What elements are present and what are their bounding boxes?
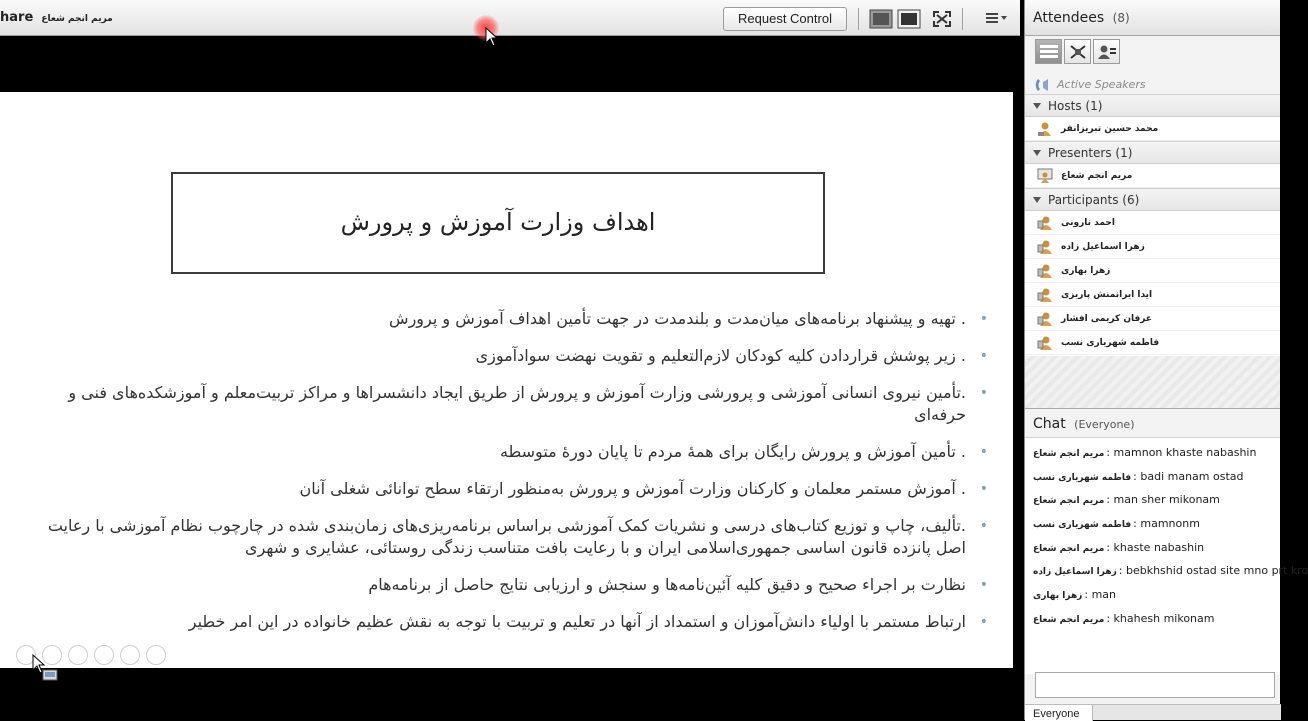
host-user-icon — [1037, 121, 1053, 137]
toolbar-separator — [962, 8, 963, 30]
slide-bullet: • . آموزش مستمر معلمان و کارکنان وزارت آموزش و پرورش به‌منظور ارتقاء سطح توانائی شغلی آنان — [26, 478, 980, 500]
participants-group-header[interactable] — [1025, 188, 1280, 211]
shared-slide — [0, 92, 1013, 668]
attendee-name: احمد نارونی — [1061, 217, 1115, 228]
slide-title-box — [171, 172, 825, 274]
active-speaker-icon — [1035, 78, 1051, 92]
attendee-list-empty-area — [1025, 356, 1280, 408]
collapse-triangle-icon — [1033, 150, 1041, 156]
slide-bullet: • ارتباط مستمر با اولیاء دانش‌آموزان و استمداد از آنها در تعلیم و تربیت با توجه به نقش عظیم خانواده در این امر خطیر — [26, 611, 980, 633]
attendee-row[interactable] — [1025, 117, 1280, 141]
fit-width-view-icon[interactable] — [869, 9, 893, 29]
request-control-button[interactable]: Request Control — [723, 7, 847, 31]
chat-message: فاطمه شهریاری نسب : mamnonm — [1033, 517, 1200, 531]
attendee-row[interactable] — [1025, 307, 1280, 331]
group-label: Presenters (1) — [1048, 146, 1133, 160]
presenter-user-icon — [1037, 168, 1053, 184]
chat-input[interactable] — [1035, 672, 1275, 698]
chat-text: mamnon khaste nabashin — [1113, 446, 1257, 459]
toolbar-separator — [858, 8, 859, 30]
presenters-group-header[interactable] — [1025, 141, 1280, 164]
attendee-name: زهرا اسماعیل زاده — [1061, 241, 1145, 252]
participant-user-icon — [1037, 311, 1053, 327]
list-view-button[interactable] — [1035, 39, 1062, 64]
chat-message: زهرا اسماعیل زاده : bebkhshid ostad site mno prt kro — [1033, 564, 1308, 578]
chat-pod-header — [1025, 408, 1280, 438]
chat-text: khaste nabashin — [1113, 540, 1205, 554]
slide-control-button[interactable] — [68, 645, 88, 665]
attendee-row[interactable] — [1025, 331, 1280, 355]
attendee-name: زهرا بهاری — [1061, 265, 1111, 276]
chat-messages — [1025, 438, 1308, 674]
chat-message: مریم انجم شعاع : mamnon khaste nabashin — [1033, 446, 1257, 459]
fullscreen-icon[interactable] — [930, 9, 954, 29]
slide-control-button[interactable] — [120, 645, 140, 665]
pod-menu-icon[interactable] — [986, 11, 1008, 25]
list-view-icon — [1040, 45, 1058, 59]
participant-user-icon — [1037, 335, 1053, 351]
attendee-name: مریم انجم شعاع — [1061, 170, 1133, 181]
chat-sender: مریم انجم شعاع — [1033, 496, 1105, 507]
user-status-icon — [1098, 44, 1116, 60]
chat-sender: فاطمه شهریاری نسب — [1033, 472, 1132, 483]
chat-tab-bar — [1025, 704, 1281, 720]
slide-bullet-list — [26, 308, 980, 648]
chat-sender: مریم انجم شعاع — [1033, 449, 1105, 459]
presenter-cursor-icon — [32, 654, 60, 684]
collapse-triangle-icon — [1033, 103, 1041, 109]
chat-sender: فاطمه شهریاری نسب — [1033, 520, 1132, 531]
attendee-row[interactable] — [1025, 283, 1280, 307]
attendee-row[interactable] — [1025, 259, 1280, 283]
share-titlebar — [0, 0, 1020, 36]
grid-view-button[interactable] — [1064, 39, 1091, 64]
chat-text: mamnonm — [1140, 517, 1200, 531]
chat-text: khahesh mikonam — [1113, 611, 1215, 625]
group-label: Participants (6) — [1048, 193, 1140, 207]
chat-message: مریم انجم شعاع : khaste nabashin — [1033, 540, 1205, 554]
chat-scope: (Everyone) — [1074, 418, 1135, 431]
chat-text: badi manam ostad — [1140, 469, 1244, 483]
right-column — [1024, 0, 1308, 720]
chat-text: bebkhshid ostad site mno prt kro — [1125, 564, 1308, 578]
chat-sender: مریم انجم شعاع — [1033, 614, 1105, 625]
slide-bullet: • . زیر پوشش قراردادن کلیه کودکان لازم‌التعلیم و تقویت نهضت سوادآموزی — [26, 345, 980, 367]
grid-view-icon — [1069, 44, 1087, 60]
collapse-triangle-icon — [1033, 197, 1041, 203]
slide-title: اهداف وزارت آموزش و پرورش — [340, 208, 656, 236]
share-title-text: hare — [0, 10, 34, 25]
attendee-row[interactable] — [1025, 235, 1280, 259]
attendees-toolbar — [1025, 36, 1280, 70]
participant-user-icon — [1037, 239, 1053, 255]
user-status-button[interactable] — [1093, 39, 1120, 64]
slide-control-button[interactable] — [146, 645, 166, 665]
presenter-name: مریم انجم شعاع — [41, 14, 113, 24]
slide-bullet: • نظارت بر اجراء صحیح و دقیق کلیه آئین‌نامه‌ها و سنجش و ارزیابی نتایج حاصل از برنامه‌هام — [26, 574, 980, 596]
chat-message: مریم انجم شعاع : khahesh mikonam — [1033, 611, 1215, 625]
chat-message: فاطمه شهریاری نسب : badi manam ostad — [1033, 469, 1244, 483]
active-speakers-label: Active Speakers — [1057, 78, 1146, 91]
group-label: Hosts (1) — [1048, 99, 1103, 113]
attendees-title: Attendees — [1033, 10, 1105, 26]
attendee-name: عرفان کریمی افشار — [1061, 313, 1153, 324]
slide-bullet: • .تأمین نیروی انسانی آموزشی و پرورشی وزارت آموزش و پرورش از طریق ایجاد دانشسراها و مراکز تربیت‌معلم و آموزشکده‌های فنی و حرفه‌ای — [26, 382, 980, 426]
chat-text: man sher mikonam — [1113, 493, 1220, 507]
participant-user-icon — [1037, 263, 1053, 279]
chat-text: man — [1091, 588, 1117, 602]
chat-sender: زهرا بهاری — [1033, 591, 1083, 602]
chat-tab-everyone[interactable]: Everyone — [1025, 705, 1093, 721]
chat-sender: مریم انجم شعاع — [1033, 543, 1105, 554]
share-title — [0, 10, 113, 25]
chat-message: مریم انجم شعاع : man sher mikonam — [1033, 493, 1220, 507]
attendee-row[interactable] — [1025, 164, 1280, 188]
attendee-name: ایدا ایرانمنش پاریزی — [1061, 289, 1153, 300]
mouse-cursor-icon — [485, 27, 499, 47]
attendee-name: محمد حسین تبریزانفر — [1061, 123, 1159, 134]
active-speakers-row — [1025, 70, 1280, 94]
attendees-count: (8) — [1112, 11, 1130, 25]
slide-bullet: • .تألیف، چاپ و توزیع کتاب‌های درسی و نشریات کمک آموزشی براساس برنامه‌ریزی‌های زمان‌بندی شده در چارچوب نظام آموزشی با رعایت اصل پانزده قانون اساسی جمهوری‌اسلامی ایران و با رعایت بافت متناسب زندگی روستائی، عشایری و شهری — [26, 515, 980, 559]
attendee-name: فاطمه شهریاری نسب — [1061, 337, 1160, 348]
attendees-pod-header — [1025, 0, 1280, 36]
participant-user-icon — [1037, 215, 1053, 231]
chat-title: Chat — [1033, 416, 1066, 432]
hosts-group-header[interactable] — [1025, 94, 1280, 117]
chat-message: زهرا بهاری : man — [1033, 588, 1117, 602]
participant-user-icon — [1037, 287, 1053, 303]
slide-bullet: • . تهیه و پیشنهاد برنامه‌های میان‌مدت و بلندمدت در جهت تأمین اهداف آموزش و پرورش — [26, 308, 980, 330]
chat-sender: زهرا اسماعیل زاده — [1033, 567, 1117, 578]
slide-control-button[interactable] — [94, 645, 114, 665]
slide-bullet: • . تأمین آموزش و پرورش رایگان برای همهٔ مردم تا پایان دورهٔ متوسطه — [26, 441, 980, 463]
actual-size-view-icon[interactable] — [897, 9, 921, 29]
attendee-row[interactable] — [1025, 211, 1280, 235]
attendee-list — [1025, 70, 1280, 408]
